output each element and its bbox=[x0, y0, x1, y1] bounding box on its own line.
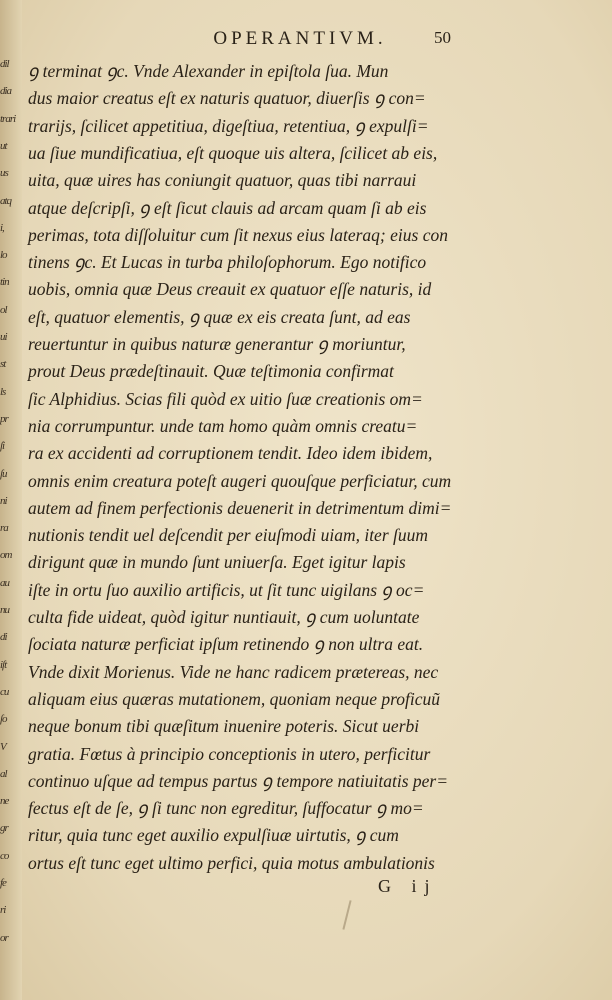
text-line: ra ex accidenti ad corruptionem tendit. Ideo idem ibidem, bbox=[28, 443, 433, 464]
gutter-fragment: au bbox=[0, 576, 9, 589]
gutter-fragment: cu bbox=[0, 685, 9, 698]
gutter-fragment: st bbox=[0, 358, 6, 371]
text-line: neque bonum tibi quæſitum inuenire poteris. Sicut uerbi bbox=[28, 716, 420, 737]
text-line: iſte in ortu ſuo auxilio artificis, ut ſit tunc uigilans ꝯ oc= bbox=[28, 579, 425, 600]
text-line: continuo uſque ad tempus partus ꝯ tempore natiuitatis per= bbox=[28, 770, 449, 791]
gutter-fragment: ut bbox=[0, 139, 7, 152]
gutter-fragment: pr bbox=[0, 412, 8, 425]
running-header: OPERANTIVM. bbox=[213, 28, 387, 49]
text-line: autem ad finem perfectionis deuenerit in detrimentum dimi= bbox=[28, 497, 452, 518]
text-line: ritur, quia tunc eget auxilio expulſiuæ uirtutis, ꝯ cum bbox=[28, 825, 399, 846]
gutter-fragment: ri bbox=[0, 904, 6, 917]
text-line: reuertuntur in quibus naturæ generantur ꝯ moriuntur, bbox=[28, 334, 406, 354]
gutter-fragment: dia bbox=[0, 85, 12, 98]
text-line: atque deſcripſi, ꝯ eſt ſicut clauis ad arcam quam ſi ab eis bbox=[28, 197, 427, 218]
gutter-fragment: dil bbox=[0, 58, 9, 70]
text-line: Vnde dixit Morienus. Vide ne hanc radicem prætereas, nec bbox=[28, 661, 439, 682]
gutter-fragment: ſi bbox=[0, 440, 5, 453]
text-line: ꝯ terminat ꝯc. Vnde Alexander in epiſtola ſua. Mun bbox=[28, 61, 389, 81]
text-line: ſociata naturæ perficiat ipſum retinendo ꝯ non ultra eat. bbox=[28, 634, 424, 655]
gutter-fragment: om bbox=[0, 549, 12, 562]
folio-number: 50 bbox=[434, 28, 451, 47]
signature-mark: G ij bbox=[378, 876, 438, 896]
gutter-fragment: us bbox=[0, 167, 8, 180]
text-line: nutionis tendit uel deſcendit per eiuſmodi uiam, iter ſuum bbox=[28, 525, 429, 546]
text-line: nia corrumpuntur. unde tam homo quàm omnis creatu= bbox=[28, 415, 418, 436]
text-line: aliquam eius quæras mutationem, quoniam neque proficuũ bbox=[28, 688, 441, 709]
gutter-fragment: co bbox=[0, 849, 9, 862]
text-line: ua ſiue mundificatiua, eſt quoque uis altera, ſcilicet ab eis, bbox=[28, 142, 438, 163]
gutter-fragment: fe bbox=[0, 877, 6, 889]
gutter-fragment: ne bbox=[0, 795, 9, 808]
text-line: prout Deus prædeſtinauit. Quæ teſtimonia confirmat bbox=[28, 361, 394, 382]
gutter-fragment: al bbox=[0, 767, 7, 780]
text-line: tinens ꝯc. Et Lucas in turba philoſophorum. Ego notifico bbox=[28, 252, 427, 273]
gutter-fragment: gr bbox=[0, 822, 8, 835]
gutter-fragment: ni bbox=[0, 494, 7, 507]
text-line: culta fide uideat, quòd igitur nuntiauit, ꝯ cum uoluntate bbox=[28, 607, 420, 627]
gutter-fragment: V bbox=[0, 740, 6, 753]
gutter-fragment: ol bbox=[0, 303, 7, 316]
text-line: gratia. Fœtus à principio conceptionis in utero, perficitur bbox=[28, 743, 431, 764]
gutter-fragment: di bbox=[0, 631, 7, 644]
text-line: uobis, omnia quæ Deus creauit ex quatuor eſſe naturis, id bbox=[28, 279, 432, 300]
gutter-fragment: atq bbox=[0, 194, 12, 207]
gutter-fragment: iſt bbox=[0, 658, 7, 671]
text-line: fectus eſt de ſe, ꝯ ſi tunc non egreditur, ſuffocatur ꝯ mo= bbox=[28, 798, 424, 819]
text-line: omnis enim creatura poteſt augeri quouſque perficiatur, cum bbox=[28, 470, 452, 491]
gutter-fragment: ra bbox=[0, 522, 8, 535]
gutter-fragment: nu bbox=[0, 604, 9, 616]
gutter-fragment: ſu bbox=[0, 467, 7, 480]
text-line: uita, quæ uires has coniungit quatuor, quas tibi narraui bbox=[28, 170, 417, 191]
text-line: eſt, quatuor elementis, ꝯ quæ ex eis creata ſunt, ad eas bbox=[28, 306, 411, 327]
text-line: dirigunt quæ in mundo ſunt uniuerſa. Eget igitur lapis bbox=[28, 552, 406, 573]
pen-stroke-mark bbox=[342, 900, 351, 930]
gutter-fragment: tin bbox=[0, 276, 9, 289]
text-line: perimas, tota diſſoluitur cum ſit nexus eius lateraq; eius con bbox=[28, 224, 448, 245]
gutter-fragment: ui bbox=[0, 331, 7, 343]
gutter-fragment: ſo bbox=[0, 713, 7, 726]
text-line: ortus eſt tunc eget ultimo perfici, quia motus ambulationis bbox=[28, 852, 435, 873]
gutter-fragment: i, bbox=[0, 221, 4, 234]
gutter-fragment: or bbox=[0, 931, 8, 944]
gutter-fragment: trari bbox=[0, 112, 16, 125]
gutter-fragment: ls bbox=[0, 385, 6, 398]
text-line: ſic Alphidius. Scias fili quòd ex uitio ſuæ creationis om= bbox=[28, 388, 423, 409]
text-line: trarijs, ſcilicet appetitiua, digeſtiua, retentiua, ꝯ expulſi= bbox=[28, 115, 429, 136]
gutter-fragment: lo bbox=[0, 249, 7, 262]
text-line: dus maior creatus eſt ex naturis quatuor, diuerſis ꝯ con= bbox=[28, 88, 426, 109]
